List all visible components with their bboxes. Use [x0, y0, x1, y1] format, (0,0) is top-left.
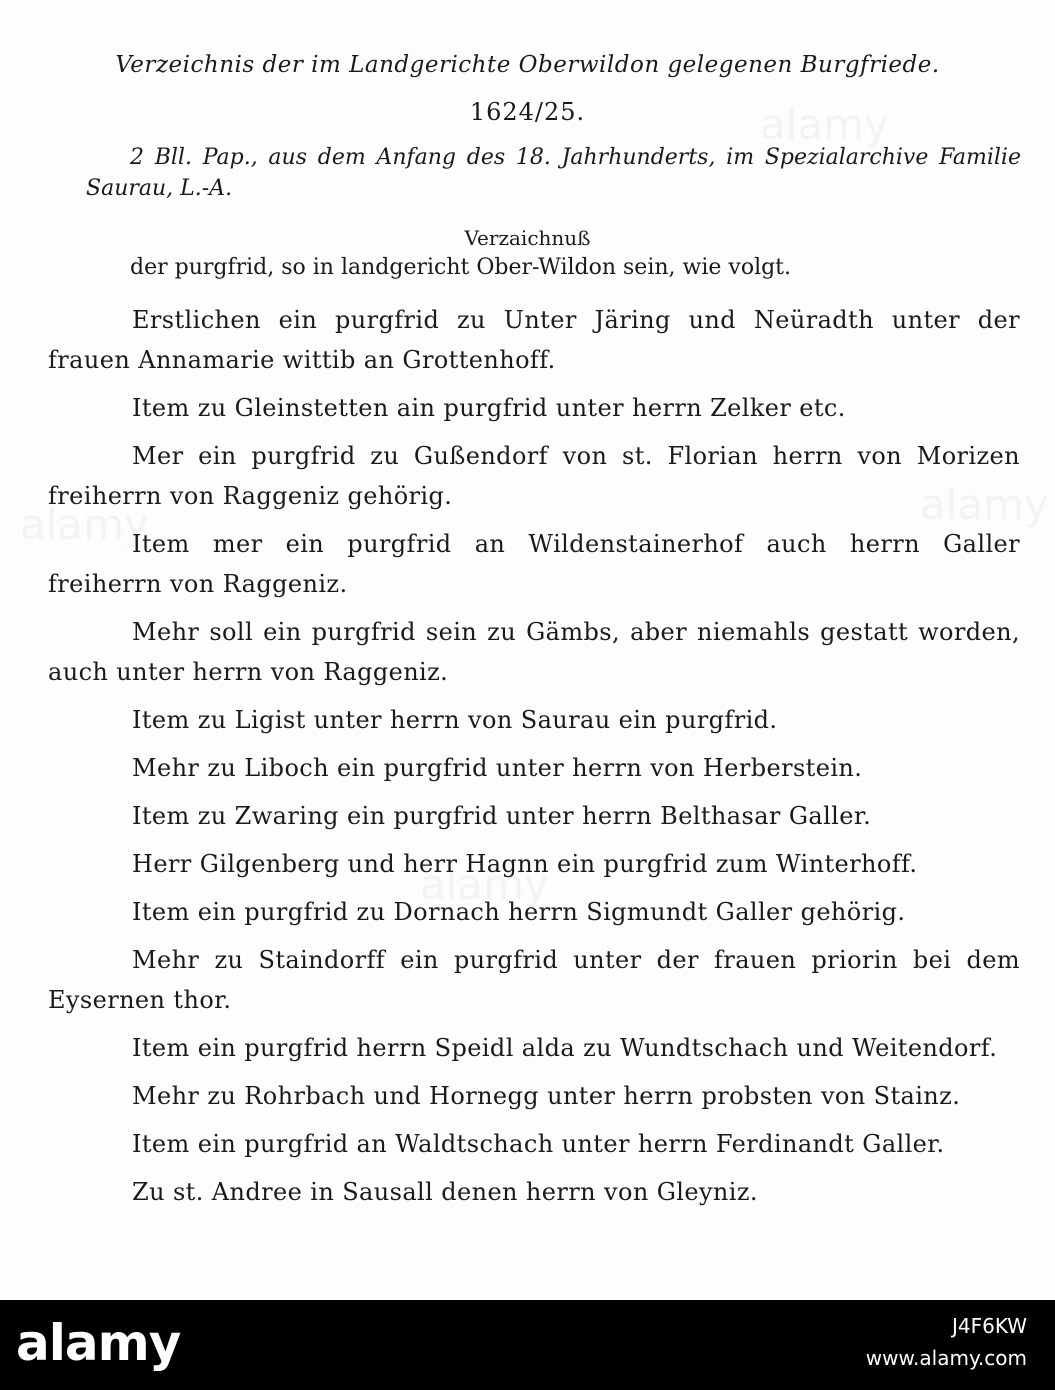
list-item: Mehr zu Liboch ein purgfrid unter herrn von Herberstein. — [132, 754, 863, 782]
list-item: Zu st. Andree in Sausall denen herrn von Gleyniz. — [132, 1178, 758, 1206]
list-item: Herr Gilgenberg und herr Hagnn ein purgfrid zum Winterhoff. — [132, 850, 918, 878]
list-item: Mehr zu Rohrbach und Hornegg unter herrn probsten von Stainz. — [132, 1082, 961, 1110]
list-item: Item mer ein purgfrid an Wildenstainerhof auch herrn Galler freiherrn von Raggeniz. — [48, 530, 1020, 598]
list-subtitle: der purgfrid, so in landgericht Ober-Wildon sein, wie volgt. — [130, 255, 792, 280]
list-item: Item ein purgfrid herrn Speidl alda zu Wundtschach und Weitendorf. — [132, 1034, 998, 1062]
list-item: Item ein purgfrid an Waldtschach unter herrn Ferdinandt Galler. — [132, 1130, 945, 1158]
list-title: Verzaichnuß — [464, 226, 591, 250]
list-item: Item zu Zwaring ein purgfrid unter herrn Belthasar Galler. — [132, 802, 872, 830]
list-item: Mehr zu Staindorff ein purgfrid unter der frauen priorin bei dem Eysernen thor. — [48, 946, 1020, 1014]
list-item: Mer ein purgfrid zu Gußendorf von st. Florian herrn von Morizen freiherrn von Raggeniz gehörig. — [48, 442, 1020, 510]
list-item: Item zu Gleinstetten ain purgfrid unter herrn Zelker etc. — [132, 394, 846, 422]
list-item: Mehr soll ein purgfrid sein zu Gämbs, aber niemahls gestatt worden, auch unter herrn von Raggeniz. — [48, 618, 1020, 686]
list-item: Item ein purgfrid zu Dornach herrn Sigmundt Galler gehörig. — [132, 898, 906, 926]
document-year: 1624/25. — [469, 98, 586, 126]
source-note: 2 Bll. Pap., aus dem Anfang des 18. Jahrhunderts, im Spezialarchive Familie Saurau, L.-A. — [86, 145, 1021, 201]
list-item: Item zu Ligist unter herrn von Saurau ein purgfrid. — [132, 706, 778, 734]
list-item: Erstlichen ein purgfrid zu Unter Järing und Neüradth unter der frauen Annamarie wittib an Grottenhoff. — [48, 306, 1020, 374]
entry-list — [48, 300, 1020, 1220]
document-heading: Verzeichnis der im Landgerichte Oberwildon gelegenen Burgfriede. — [115, 52, 940, 78]
image-id: J4F6KW — [951, 1314, 1027, 1338]
site-url: www.alamy.com — [865, 1346, 1027, 1370]
alamy-logo: alamy — [16, 1314, 181, 1372]
